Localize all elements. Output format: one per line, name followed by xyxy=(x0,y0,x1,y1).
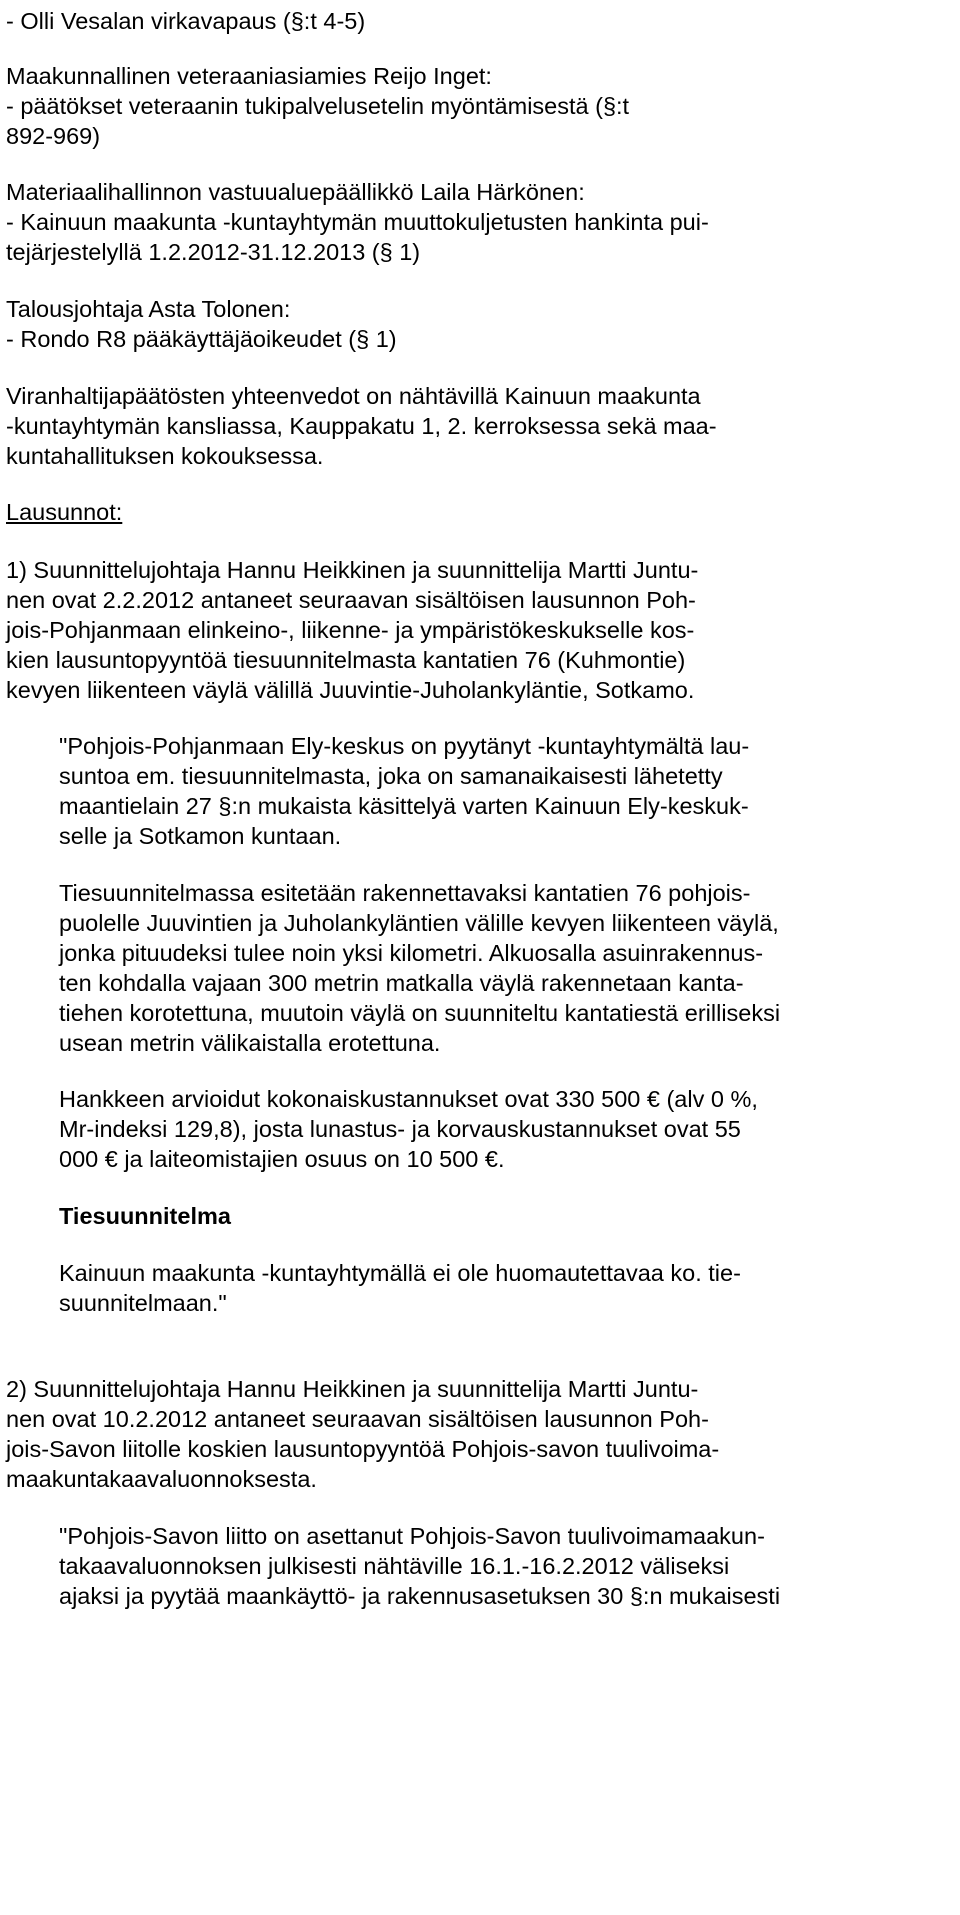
quote-1-line: Mr-indeksi 129,8), josta lunastus- ja korvauskustannukset ovat 55 xyxy=(59,1116,741,1142)
summary-line: -kuntayhtymän kansliassa, Kauppakatu 1, 2. kerroksessa sekä maa- xyxy=(6,413,717,439)
statement-1-line: kien lausuntopyyntöä tiesuunnitelmasta kantatien 76 (Kuhmontie) xyxy=(6,647,686,673)
quote-1-line: selle ja Sotkamon kuntaan. xyxy=(59,823,342,849)
section-heading-material: Materiaalihallinnon vastuualuepäällikkö Laila Härkönen: xyxy=(6,179,585,205)
quote-1-line: Kainuun maakunta -kuntayhtymällä ei ole huomautettavaa ko. tie- xyxy=(59,1260,741,1286)
quote-1-line: puolelle Juuvintien ja Juholankyläntien välille kevyen liikenteen väylä, xyxy=(59,910,779,936)
quote-1-line: Tiesuunnitelmassa esitetään rakennettavaksi kantatien 76 pohjois- xyxy=(59,880,751,906)
summary-line: kuntahallituksen kokouksessa. xyxy=(6,443,324,469)
statement-1-line: kevyen liikenteen väylä välillä Juuvintie-Juholankyläntie, Sotkamo. xyxy=(6,677,695,703)
decision-line: - Kainuun maakunta -kuntayhtymän muuttokuljetusten hankinta pui- xyxy=(6,209,709,235)
section-heading-veteran: Maakunnallinen veteraaniasiamies Reijo Inget: xyxy=(6,63,492,89)
statement-1-line: nen ovat 2.2.2012 antaneet seuraavan sisältöisen lausunnon Poh- xyxy=(6,587,696,613)
quote-1-line: 000 € ja laiteomistajien osuus on 10 500 €. xyxy=(59,1146,505,1172)
quote-1-line: Hankkeen arvioidut kokonaiskustannukset ovat 330 500 € (alv 0 %, xyxy=(59,1086,758,1112)
quote-1-line: tiehen korotettuna, muutoin väylä on suunniteltu kantatiestä erilliseksi xyxy=(59,1000,781,1026)
quote-1-line: ten kohdalla vajaan 300 metrin matkalla väylä rakennetaan kanta- xyxy=(59,970,744,996)
statement-2-line: nen ovat 10.2.2012 antaneet seuraavan sisältöisen lausunnon Poh- xyxy=(6,1406,709,1432)
decision-line: 892-969) xyxy=(6,123,101,149)
decision-line: tejärjestelyllä 1.2.2012-31.12.2013 (§ 1) xyxy=(6,239,421,265)
quote-2-line: ajaksi ja pyytää maankäyttö- ja rakennusasetuksen 30 §:n mukaisesti xyxy=(59,1583,781,1609)
statement-1-line: 1) Suunnittelujohtaja Hannu Heikkinen ja suunnittelija Martti Juntu- xyxy=(6,557,699,583)
decision-line: - Rondo R8 pääkäyttäjäoikeudet (§ 1) xyxy=(6,326,397,352)
quote-1-line: suunnitelmaan." xyxy=(59,1290,227,1316)
quote-1-subheading: Tiesuunnitelma xyxy=(59,1203,231,1229)
statement-2-line: 2) Suunnittelujohtaja Hannu Heikkinen ja suunnittelija Martti Juntu- xyxy=(6,1376,699,1402)
statement-1-line: jois-Pohjanmaan elinkeino-, liikenne- ja ympäristökeskukselle kos- xyxy=(6,617,695,643)
quote-2-line: takaavaluonnoksen julkisesti nähtäville 16.1.-16.2.2012 väliseksi xyxy=(59,1553,730,1579)
section-heading-finance: Talousjohtaja Asta Tolonen: xyxy=(6,296,291,322)
statement-2-line: maakuntakaavaluonnoksesta. xyxy=(6,1466,317,1492)
summary-line: Viranhaltijapäätösten yhteenvedot on nähtävillä Kainuun maakunta xyxy=(6,383,701,409)
quote-1-line: maantielain 27 §:n mukaista käsittelyä varten Kainuun Ely-keskuk- xyxy=(59,793,749,819)
quote-1-line: "Pohjois-Pohjanmaan Ely-keskus on pyytänyt -kuntayhtymältä lau- xyxy=(59,733,750,759)
quote-1-line: suntoa em. tiesuunnitelmasta, joka on samanaikaisesti lähetetty xyxy=(59,763,723,789)
statements-heading: Lausunnot: xyxy=(6,499,123,525)
quote-2-line: "Pohjois-Savon liitto on asettanut Pohjois-Savon tuulivoimamaakun- xyxy=(59,1523,765,1549)
quote-1-line: jonka pituudeksi tulee noin yksi kilometri. Alkuosalla asuinrakennus- xyxy=(59,940,764,966)
decision-line: - Olli Vesalan virkavapaus (§:t 4-5) xyxy=(6,8,366,34)
statement-2-line: jois-Savon liitolle koskien lausuntopyyntöä Pohjois-savon tuulivoima- xyxy=(6,1436,720,1462)
quote-1-line: usean metrin välikaistalla erotettuna. xyxy=(59,1030,441,1056)
decision-line: - päätökset veteraanin tukipalvelusetelin myöntämisestä (§:t xyxy=(6,93,630,119)
